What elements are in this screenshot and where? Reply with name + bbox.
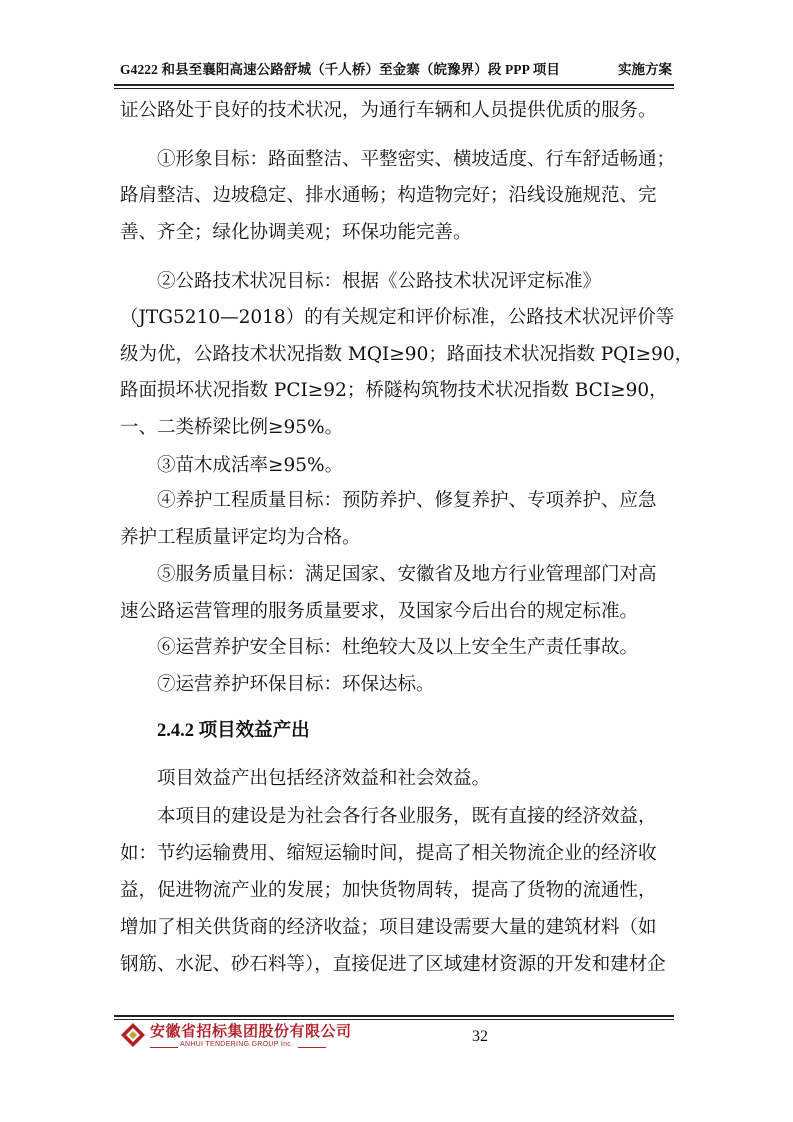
footer-rule [114,1015,674,1017]
header-section: 实施方案 [618,62,672,77]
body-line: （JTG5210—2018）的有关规定和评价标准，公路技术状况评价等 [120,307,675,328]
company-name-cn: 安徽省招标集团股份有限公司 [150,1022,352,1040]
body-line: ⑦运营养护环保目标：环保达标。 [157,674,435,695]
header-rule-thin [114,88,674,89]
body-line: 项目效益产出包括经济效益和社会效益。 [157,768,491,789]
body-line: ①形象目标：路面整洁、平整密实、横坡适度、行车舒适畅通； [157,149,676,170]
body-line: 养护工程质量评定均为合格。 [120,527,361,548]
body-line: 一、二类桥梁比例≥95%。 [120,417,344,438]
body-line: 速公路运营管理的服务质量要求，及国家今后出台的规定标准。 [120,601,639,622]
body-line: 证公路处于良好的技术状况，为通行车辆和人员提供优质的服务。 [120,100,657,121]
body-line: 如：节约运输费用、缩短运输时间，提高了相关物流企业的经济收 [120,843,657,864]
page-number: 32 [472,1028,488,1045]
header-rule [114,84,674,86]
company-name-en-row [150,1041,325,1053]
body-line: 路面损坏状况指数 PCI≥92；桥隧构筑物技术状况指数 BCI≥90， [120,380,668,401]
body-line: 增加了相关供货商的经济收益；项目建设需要大量的建筑材料（如 [120,917,657,938]
body-line: ⑤服务质量目标：满足国家、安徽省及地方行业管理部门对高 [157,564,657,585]
body-line: 路肩整洁、边坡稳定、排水通畅；构造物完好；沿线设施规范、完 [120,185,657,206]
body-line: ④养护工程质量目标：预防养护、修复养护、专项养护、应急 [157,490,657,511]
section-heading: 2.4.2 项目效益产出 [157,721,310,741]
body-line: 益，促进物流产业的发展；加快货物周转，提高了货物的流通性， [120,880,657,901]
body-line: ③苗木成活率≥95%。 [157,455,344,476]
diamond-logo-icon [120,1022,146,1048]
body-line: 级为优，公路技术状况指数 MQI≥90；路面技术状况指数 PQI≥90， [120,344,694,365]
company-logo [120,1020,352,1060]
body-line: ②公路技术状况目标：根据《公路技术状况评定标准》 [157,271,602,292]
body-line: 善、齐全；绿化协调美观；环保功能完善。 [120,222,472,243]
divider [150,1047,178,1048]
page-header [114,54,674,82]
body-line: 本项目的建设是为社会各行各业服务，既有直接的经济效益， [157,806,657,827]
body-line: ⑥运营养护安全目标：杜绝较大及以上安全生产责任事故。 [157,637,639,658]
company-name-en: ANHUI TENDERING GROUP Inc. [180,1041,294,1048]
header-title: G4222 和县至襄阳高速公路舒城（千人桥）至金寨（皖豫界）段 PPP 项目 [120,62,560,77]
body-line: 钢筋、水泥、砂石料等），直接促进了区域建材资源的开发和建材企 [120,954,666,975]
divider [298,1047,326,1048]
